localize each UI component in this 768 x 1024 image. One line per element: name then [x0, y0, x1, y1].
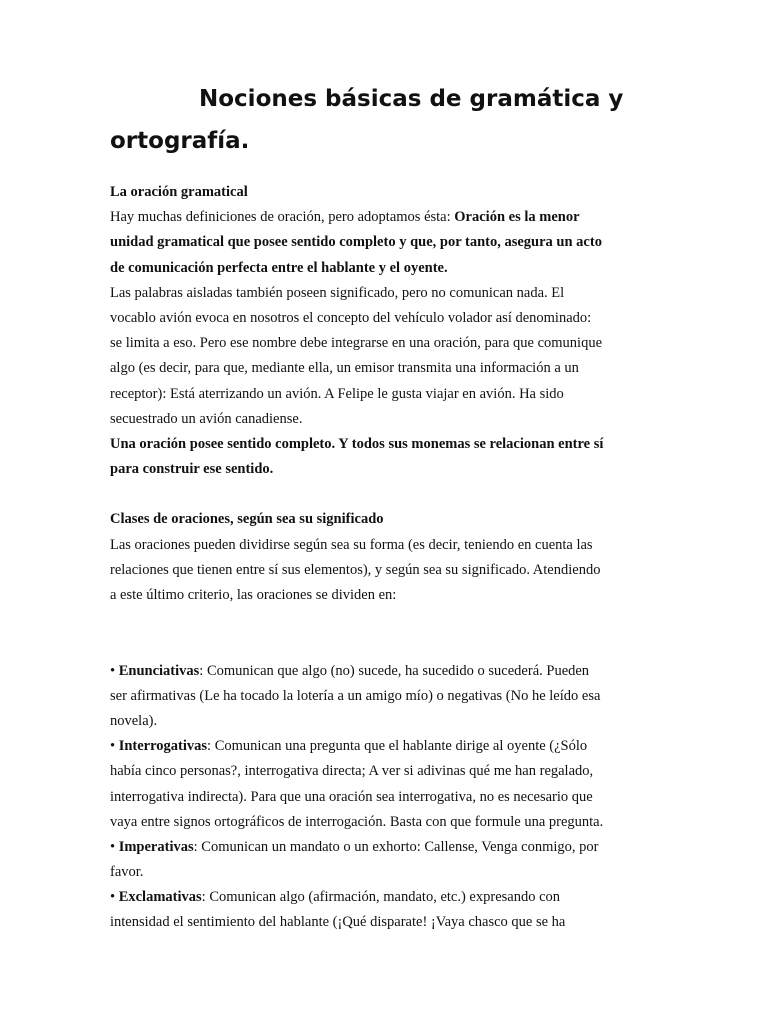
list-item-interrogativas — [110, 734, 650, 759]
text-run: : Comunican algo (afirmación, mandato, etc.) expresando con — [201, 889, 561, 906]
paragraph-line: vaya entre signos ortográficos de interrogación. Basta con que formule una pregunta. — [110, 813, 604, 830]
list-term: Exclamativas — [118, 889, 202, 906]
paragraph-line: se limita a eso. Pero ese nombre debe integrarse en una oración, para que comunique — [110, 335, 603, 352]
bullet-glyph: • — [110, 838, 119, 855]
paragraph-line: para construir ese sentido. — [110, 461, 274, 478]
spacer — [110, 482, 650, 507]
bold-text-run: Oración es la menor — [454, 209, 580, 226]
paragraph-line: favor. — [110, 864, 144, 881]
text-run: : Comunican una pregunta que el hablante dirige al oyente (¿Sólo — [207, 738, 588, 755]
list-item-enunciativas — [110, 659, 650, 684]
paragraph-line: novela). — [110, 712, 158, 729]
bullet-glyph: • — [110, 662, 119, 679]
paragraph-line: interrogativa indirecta). Para que una oración sea interrogativa, no es necesario que — [110, 788, 593, 805]
paragraph-line: de comunicación perfecta entre el hablante y el oyente. — [110, 259, 448, 276]
paragraph-line — [110, 205, 650, 230]
paragraph-line: relaciones que tienen entre sí sus elementos), y según sea su significado. Atendiendo — [110, 561, 601, 578]
paragraph-line: unidad gramatical que posee sentido completo y que, por tanto, asegura un acto — [110, 234, 602, 251]
paragraph-line: secuestrado un avión canadiense. — [110, 410, 303, 427]
paragraph-line: algo (es decir, para que, mediante ella, un emisor transmita una información a un — [110, 360, 579, 377]
list-term: Imperativas — [118, 838, 194, 855]
paragraph-line: intensidad el sentimiento del hablante (¡Qué disparate! ¡Vaya chasco que se ha — [110, 914, 566, 931]
text-run: : Comunican un mandato o un exhorto: Callense, Venga conmigo, por — [193, 838, 599, 855]
section-heading-oracion: La oración gramatical — [110, 184, 248, 200]
title-line-1: Nociones básicas de gramática y — [199, 86, 624, 112]
paragraph-line: Una oración posee sentido completo. Y todos sus monemas se relacionan entre sí — [110, 435, 604, 452]
paragraph-line: ser afirmativas (Le ha tocado la lotería a un amigo mío) o negativas (No he leído esa — [110, 687, 601, 704]
section-heading-clases: Clases de oraciones, según sea su significado — [110, 511, 384, 528]
list-term: Enunciativas — [118, 662, 200, 679]
list-term: Interrogativas — [118, 738, 208, 755]
document-body — [110, 180, 650, 936]
list-item-exclamativas — [110, 885, 650, 910]
list-item-imperativas — [110, 835, 650, 860]
bullet-glyph: • — [110, 738, 119, 755]
paragraph-line: había cinco personas?, interrogativa directa; A ver si adivinas qué me han regalado, — [110, 763, 594, 780]
text-run: Hay muchas definiciones de oración, pero adoptamos ésta: — [110, 209, 455, 226]
title-line-2: ortografía. — [110, 128, 250, 154]
paragraph-line: Las palabras aisladas también poseen significado, pero no comunican nada. El — [110, 284, 565, 301]
paragraph-line: a este último criterio, las oraciones se dividen en: — [110, 587, 397, 603]
text-run: : Comunican que algo (no) sucede, ha sucedido o sucederá. Pueden — [199, 662, 590, 679]
paragraph-line: receptor): Está aterrizando un avión. A Felipe le gusta viajar en avión. Ha sido — [110, 385, 564, 402]
spacer — [110, 608, 650, 658]
paragraph-line: vocablo avión evoca en nosotros el concepto del vehículo volador así denominado: — [110, 309, 592, 326]
paragraph-line: Las oraciones pueden dividirse según sea su forma (es decir, teniendo en cuenta las — [110, 536, 593, 553]
document-title — [110, 78, 670, 162]
bullet-glyph: • — [110, 889, 119, 906]
